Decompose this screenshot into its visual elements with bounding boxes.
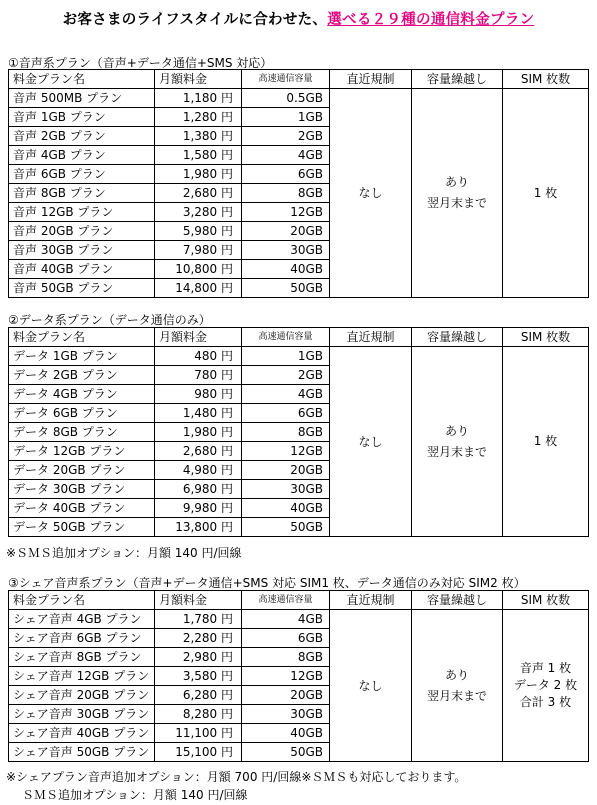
monthly-price: 1,980 円 xyxy=(155,423,242,442)
plan-name: 音声 12GB プラン xyxy=(9,203,155,222)
header-carryover: 容量繰越し xyxy=(412,328,503,347)
monthly-price: 1,180 円 xyxy=(155,89,242,108)
plan-name: シェア音声 40GB プラン xyxy=(9,724,155,743)
data-capacity: 30GB xyxy=(242,241,330,260)
sim-count-cell xyxy=(503,610,589,762)
share-voice-option-note: ※シェアプラン音声追加オプション：月額 700 円/回線※ＳＭＳも対応しております。 xyxy=(6,770,467,784)
carryover-until: 翌月末まで xyxy=(426,196,487,210)
monthly-price: 8,280 円 xyxy=(155,705,242,724)
plan-name: 音声 8GB プラン xyxy=(9,184,155,203)
data-capacity: 30GB xyxy=(242,480,330,499)
data-capacity: 2GB xyxy=(242,127,330,146)
data-capacity: 12GB xyxy=(242,442,330,461)
data-capacity: 8GB xyxy=(242,648,330,667)
sim-count-cell xyxy=(503,347,589,537)
data-capacity: 20GB xyxy=(242,461,330,480)
data-capacity: 12GB xyxy=(242,667,330,686)
carryover-cell xyxy=(412,347,503,537)
monthly-price: 6,980 円 xyxy=(155,480,242,499)
table-row xyxy=(9,610,589,629)
plan-name: データ 2GB プラン xyxy=(9,366,155,385)
plan-name: 音声 6GB プラン xyxy=(9,165,155,184)
data-capacity: 50GB xyxy=(242,743,330,762)
plan-name: 音声 500MB プラン xyxy=(9,89,155,108)
data-capacity: 8GB xyxy=(242,184,330,203)
plan-name: 音声 1GB プラン xyxy=(9,108,155,127)
header-plan-name: 料金プラン名 xyxy=(9,70,155,89)
sim-count-line: 1 枚 xyxy=(533,434,558,448)
carryover-cell xyxy=(412,610,503,762)
plan-name: シェア音声 50GB プラン xyxy=(9,743,155,762)
monthly-price: 1,780 円 xyxy=(155,610,242,629)
header-price: 月額料金 xyxy=(155,591,242,610)
table-header-row xyxy=(9,328,589,347)
monthly-price: 1,980 円 xyxy=(155,165,242,184)
plan-name: 音声 2GB プラン xyxy=(9,127,155,146)
monthly-price: 1,280 円 xyxy=(155,108,242,127)
monthly-price: 2,680 円 xyxy=(155,442,242,461)
plan-name: シェア音声 8GB プラン xyxy=(9,648,155,667)
plan-name: データ 20GB プラン xyxy=(9,461,155,480)
plan-name: シェア音声 30GB プラン xyxy=(9,705,155,724)
header-limit: 直近規制 xyxy=(330,328,412,347)
plan-name: データ 8GB プラン xyxy=(9,423,155,442)
data-capacity: 2GB xyxy=(242,366,330,385)
plan-name: データ 12GB プラン xyxy=(9,442,155,461)
share-plan-table xyxy=(8,590,589,762)
carryover-cell xyxy=(412,89,503,298)
page-title xyxy=(0,8,597,29)
header-price: 月額料金 xyxy=(155,70,242,89)
carryover-yes: あり xyxy=(444,667,469,682)
monthly-price: 13,800 円 xyxy=(155,518,242,537)
header-limit: 直近規制 xyxy=(330,70,412,89)
sim-count-line: データ 2 枚 xyxy=(513,678,578,692)
monthly-price: 2,680 円 xyxy=(155,184,242,203)
sim-count-cell xyxy=(503,89,589,298)
monthly-price: 5,980 円 xyxy=(155,222,242,241)
monthly-price: 1,480 円 xyxy=(155,404,242,423)
header-price: 月額料金 xyxy=(155,328,242,347)
header-plan-name: 料金プラン名 xyxy=(9,328,155,347)
plan-name: シェア音声 12GB プラン xyxy=(9,667,155,686)
header-sim-count: SIM 枚数 xyxy=(503,70,589,89)
monthly-price: 14,800 円 xyxy=(155,279,242,298)
plan-name: 音声 4GB プラン xyxy=(9,146,155,165)
monthly-price: 9,980 円 xyxy=(155,499,242,518)
header-sim-count: SIM 枚数 xyxy=(503,591,589,610)
header-capacity: 高速通信容量 xyxy=(242,591,330,610)
data-capacity: 50GB xyxy=(242,279,330,298)
data-capacity: 8GB xyxy=(242,423,330,442)
plan-name: シェア音声 6GB プラン xyxy=(9,629,155,648)
monthly-price: 6,280 円 xyxy=(155,686,242,705)
monthly-price: 1,380 円 xyxy=(155,127,242,146)
limit-cell: なし xyxy=(330,89,412,298)
header-limit: 直近規制 xyxy=(330,591,412,610)
section-1-label: ①音声系プラン（音声+データ通信+SMS 対応） xyxy=(8,56,273,70)
data-capacity: 6GB xyxy=(242,165,330,184)
section-3-label: ③シェア音声系プラン（音声+データ通信+SMS 対応 SIM1 枚、データ通信のみ対応 SIM2 枚） xyxy=(8,576,526,590)
header-carryover: 容量繰越し xyxy=(412,70,503,89)
monthly-price: 2,280 円 xyxy=(155,629,242,648)
sms-option-note: ※ＳＭＳ追加オプション：月額 140 円/回線 xyxy=(6,546,242,560)
data-capacity: 4GB xyxy=(242,385,330,404)
data-capacity: 50GB xyxy=(242,518,330,537)
data-capacity: 4GB xyxy=(242,610,330,629)
plan-name: データ 6GB プラン xyxy=(9,404,155,423)
carryover-until: 翌月末まで xyxy=(426,688,487,703)
data-plan-table xyxy=(8,327,589,537)
plan-name: データ 30GB プラン xyxy=(9,480,155,499)
title-highlight: 選べる２９種の通信料金プラン xyxy=(327,12,535,28)
voice-plan-table xyxy=(8,69,589,298)
monthly-price: 2,980 円 xyxy=(155,648,242,667)
limit-cell: なし xyxy=(330,347,412,537)
monthly-price: 780 円 xyxy=(155,366,242,385)
table-header-row xyxy=(9,591,589,610)
data-capacity: 12GB xyxy=(242,203,330,222)
monthly-price: 980 円 xyxy=(155,385,242,404)
monthly-price: 10,800 円 xyxy=(155,260,242,279)
monthly-price: 3,280 円 xyxy=(155,203,242,222)
data-capacity: 1GB xyxy=(242,108,330,127)
carryover-yes: あり xyxy=(444,175,469,189)
data-capacity: 6GB xyxy=(242,404,330,423)
monthly-price: 480 円 xyxy=(155,347,242,366)
plan-name: データ 1GB プラン xyxy=(9,347,155,366)
title-prefix: お客さまのライフスタイルに合わせた、 xyxy=(62,12,328,28)
plan-name: データ 4GB プラン xyxy=(9,385,155,404)
data-capacity: 40GB xyxy=(242,499,330,518)
plan-name: シェア音声 4GB プラン xyxy=(9,610,155,629)
monthly-price: 4,980 円 xyxy=(155,461,242,480)
data-capacity: 20GB xyxy=(242,222,330,241)
header-capacity: 高速通信容量 xyxy=(242,70,330,89)
sim-count-line: 合計 3 枚 xyxy=(519,695,572,709)
monthly-price: 3,580 円 xyxy=(155,667,242,686)
data-capacity: 6GB xyxy=(242,629,330,648)
data-capacity: 20GB xyxy=(242,686,330,705)
monthly-price: 7,980 円 xyxy=(155,241,242,260)
share-sms-option-note: ＳＭＳ追加オプション：月額 140 円/回線 xyxy=(22,788,248,802)
section-2-label: ②データ系プラン（データ通信のみ） xyxy=(8,313,211,327)
sim-count-line: 音声 1 枚 xyxy=(519,661,572,675)
data-capacity: 40GB xyxy=(242,724,330,743)
data-capacity: 1GB xyxy=(242,347,330,366)
table-row xyxy=(9,89,589,108)
header-plan-name: 料金プラン名 xyxy=(9,591,155,610)
plan-name: 音声 40GB プラン xyxy=(9,260,155,279)
monthly-price: 11,100 円 xyxy=(155,724,242,743)
table-header-row xyxy=(9,70,589,89)
limit-cell: なし xyxy=(330,610,412,762)
plan-name: 音声 30GB プラン xyxy=(9,241,155,260)
plan-name: 音声 50GB プラン xyxy=(9,279,155,298)
header-sim-count: SIM 枚数 xyxy=(503,328,589,347)
plan-name: シェア音声 20GB プラン xyxy=(9,686,155,705)
data-capacity: 40GB xyxy=(242,260,330,279)
plan-name: データ 50GB プラン xyxy=(9,518,155,537)
data-capacity: 30GB xyxy=(242,705,330,724)
table-row xyxy=(9,347,589,366)
sim-count-line: 1 枚 xyxy=(533,185,558,200)
plan-name: 音声 20GB プラン xyxy=(9,222,155,241)
header-carryover: 容量繰越し xyxy=(412,591,503,610)
monthly-price: 1,580 円 xyxy=(155,146,242,165)
carryover-yes: あり xyxy=(444,423,469,438)
data-capacity: 4GB xyxy=(242,146,330,165)
header-capacity: 高速通信容量 xyxy=(242,328,330,347)
carryover-until: 翌月末まで xyxy=(426,444,487,459)
plan-name: データ 40GB プラン xyxy=(9,499,155,518)
monthly-price: 15,100 円 xyxy=(155,743,242,762)
data-capacity: 0.5GB xyxy=(242,89,330,108)
